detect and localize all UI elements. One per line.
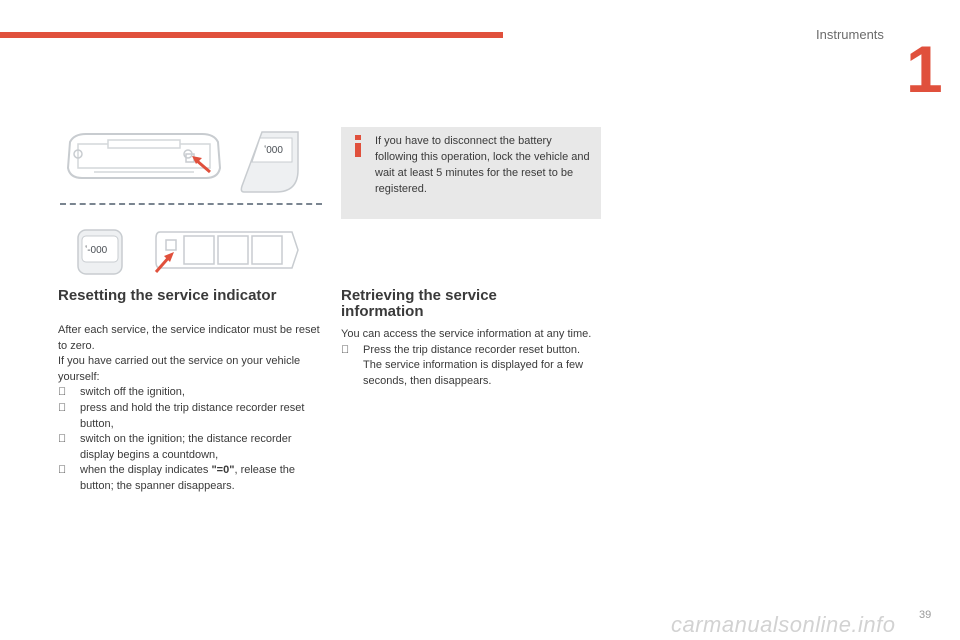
page-number: 39: [919, 609, 932, 621]
bullet-mark-icon: [58, 463, 66, 479]
step-text-before: when the display indicates: [80, 464, 212, 477]
step-text: switch on the ignition; the distance recorder display begins a countdown,: [80, 433, 292, 461]
step-item: [58, 401, 322, 432]
resetting-intro-1: After each service, the service indicator must be reset to zero.: [58, 324, 320, 352]
info-note-box: [341, 127, 601, 219]
odometer-display-illustration: [240, 130, 302, 196]
arrow-pointer-icon: [184, 150, 218, 178]
display-reading-top: ʽ000: [264, 145, 283, 156]
step-text-after: , release the button; the spanner disappears.: [80, 464, 295, 492]
bullet-mark-icon: [58, 401, 66, 417]
info-icon: [351, 135, 365, 159]
step-item: [58, 463, 322, 494]
step-item: [58, 432, 322, 463]
bullet-mark-icon: [58, 432, 66, 448]
info-note-text: If you have to disconnect the battery following this operation, lock the vehicle and wait at least 5 minutes for the reset to be registered.: [375, 135, 590, 195]
odometer-display-reset-illustration: [76, 228, 126, 278]
bullet-mark-icon: [341, 343, 349, 359]
resetting-heading: Resetting the service indicator: [58, 287, 277, 304]
instrument-cluster-illustration: [152, 226, 302, 276]
section-title: Instruments: [816, 27, 884, 42]
resetting-intro-2: If you have carried out the service on your vehicle yourself:: [58, 355, 301, 383]
chapter-number: 1: [906, 32, 943, 106]
step-text: switch off the ignition,: [80, 386, 185, 399]
resetting-body: [58, 323, 322, 495]
retrieving-result: The service information is displayed for a few seconds, then disappears.: [363, 359, 584, 387]
retrieving-intro: You can access the service information at any time.: [341, 328, 592, 340]
watermark: carmanualsonline.info: [671, 612, 896, 637]
step-item: [58, 385, 322, 401]
step-text: press and hold the trip distance recorder reset button,: [80, 401, 305, 430]
display-value-highlight: "=0": [211, 464, 235, 477]
bullet-mark-icon: [58, 385, 66, 401]
step-text: Press the trip distance recorder reset button.: [363, 343, 581, 356]
retrieving-body: [341, 327, 599, 389]
step-item: [341, 343, 599, 359]
display-reading-bottom: ʽ-000: [85, 245, 108, 256]
header-accent-bar: [0, 32, 503, 38]
divider-dashed: [60, 203, 322, 205]
retrieving-heading: Retrieving the service information: [341, 287, 497, 320]
